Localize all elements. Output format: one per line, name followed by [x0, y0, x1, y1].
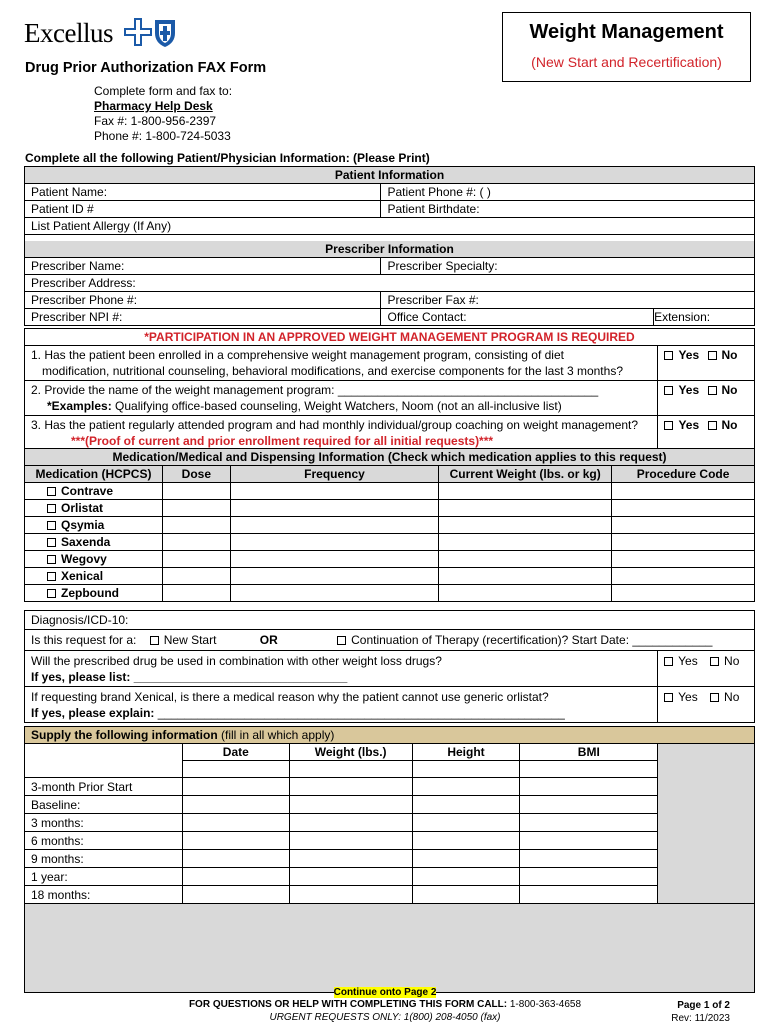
- footer-urgent: URGENT REQUESTS ONLY: 1(800) 208-4050 (fax): [269, 1012, 501, 1023]
- medication-heading: Medication/Medical and Dispensing Information (Check which medication applies to this request): [25, 449, 755, 466]
- frequency-cell[interactable]: [230, 568, 438, 585]
- q1-line2: modification, nutritional counseling, behavioral modifications, and exercise components for the last 3 months?: [42, 364, 623, 378]
- weight-cell[interactable]: [439, 517, 612, 534]
- bcbs-cross-shield-icon: [124, 18, 176, 48]
- date-cell[interactable]: [182, 868, 289, 886]
- extension-field[interactable]: Extension:: [654, 309, 755, 326]
- combo-list-field[interactable]: If yes, please list: ________________________________: [31, 670, 348, 684]
- cell[interactable]: [412, 761, 520, 778]
- request-for-label: Is this request for a:: [31, 633, 137, 647]
- drug-zepbound[interactable]: [25, 585, 163, 602]
- drug-label: Orlistat: [61, 501, 104, 515]
- q3-line1: 3. Has the patient regularly attended program and had monthly individual/group coaching on weight management?: [31, 418, 639, 432]
- program-question-3: [25, 416, 658, 451]
- weight-cell[interactable]: [439, 585, 612, 602]
- yes-label: Yes: [678, 654, 698, 668]
- drug-contrave[interactable]: [25, 483, 163, 500]
- prescriber-address-field[interactable]: Prescriber Address:: [25, 275, 755, 292]
- page-number: Page 1 of 2: [677, 1000, 730, 1011]
- q2-yes-checkbox[interactable]: [664, 386, 673, 395]
- date-cell[interactable]: [182, 886, 289, 904]
- table-row: [25, 886, 755, 904]
- brand-yes-checkbox[interactable]: [664, 693, 673, 702]
- date-cell[interactable]: [182, 850, 289, 868]
- office-contact-field[interactable]: Office Contact:: [381, 309, 654, 326]
- q2-examples-label: *Examples:: [47, 399, 112, 413]
- table-row: [25, 483, 755, 500]
- col-dose: Dose: [162, 466, 230, 483]
- q1-yes-checkbox[interactable]: [664, 351, 673, 360]
- no-label: No: [724, 690, 740, 704]
- drug-label: Saxenda: [61, 535, 111, 549]
- form-main-title: Weight Management: [529, 21, 724, 43]
- cell[interactable]: [289, 761, 412, 778]
- table-row: [25, 850, 755, 868]
- grey-footer-block: [25, 904, 755, 993]
- procedure-cell[interactable]: [612, 534, 755, 551]
- weight-cell[interactable]: [289, 796, 412, 814]
- weight-cell[interactable]: [289, 814, 412, 832]
- height-cell[interactable]: [412, 814, 520, 832]
- frequency-cell[interactable]: [230, 483, 438, 500]
- table-row: [25, 868, 755, 886]
- wegovy-checkbox[interactable]: [47, 555, 56, 564]
- bmi-cell[interactable]: [520, 850, 658, 868]
- brand-yes-no: [658, 687, 755, 723]
- program-question-2: [25, 381, 658, 416]
- combo-yes-checkbox[interactable]: [664, 657, 673, 666]
- cell[interactable]: [520, 761, 658, 778]
- medication-table: [24, 448, 755, 602]
- supply-heading: [25, 727, 755, 744]
- height-cell[interactable]: [412, 796, 520, 814]
- q2-line1[interactable]: 2. Provide the name of the weight management program: _______________________________________: [31, 383, 599, 397]
- instructions: Complete all the following Patient/Physician Information: (Please Print): [25, 151, 430, 165]
- qsymia-checkbox[interactable]: [47, 521, 56, 530]
- row-label: 3-month Prior Start: [25, 778, 183, 796]
- continuation-checkbox[interactable]: [337, 636, 346, 645]
- fax-number: Fax #: 1-800-956-2397: [94, 114, 217, 128]
- col-bmi: BMI: [520, 744, 658, 761]
- no-label: No: [721, 418, 738, 432]
- brand-explain-label: If yes, please explain:: [31, 706, 155, 720]
- blank-header: [25, 744, 183, 761]
- title-box: [502, 12, 751, 82]
- col-procedure-code: Procedure Code: [612, 466, 755, 483]
- yes-label: Yes: [678, 418, 700, 432]
- frequency-cell[interactable]: [230, 551, 438, 568]
- table-row: [25, 551, 755, 568]
- bmi-cell[interactable]: [520, 796, 658, 814]
- zepbound-checkbox[interactable]: [47, 589, 56, 598]
- date-cell[interactable]: [182, 814, 289, 832]
- patient-info-heading: Patient Information: [25, 167, 755, 184]
- yes-label: Yes: [678, 690, 698, 704]
- q3-yes-checkbox[interactable]: [664, 421, 673, 430]
- table-row: [25, 534, 755, 551]
- orlistat-checkbox[interactable]: [47, 504, 56, 513]
- table-row: [25, 778, 755, 796]
- drug-label: Xenical: [61, 569, 104, 583]
- combination-question: [25, 651, 658, 687]
- continuation-label[interactable]: Continuation of Therapy (recertification)? Start Date: ____________: [351, 633, 713, 647]
- yes-label: Yes: [678, 383, 700, 397]
- new-start-checkbox[interactable]: [150, 636, 159, 645]
- weight-cell[interactable]: [289, 886, 412, 904]
- combo-yes-no: [658, 651, 755, 687]
- pharmacy-help-desk: Pharmacy Help Desk: [94, 99, 213, 113]
- revision-date: Rev: 11/2023: [671, 1013, 730, 1024]
- prescriber-specialty-field[interactable]: Prescriber Specialty:: [381, 258, 755, 275]
- prescriber-info-heading: Prescriber Information: [25, 241, 755, 258]
- row-label: 1 year:: [25, 868, 183, 886]
- no-label: No: [721, 348, 738, 362]
- col-date: Date: [182, 744, 289, 761]
- q1-no-checkbox[interactable]: [708, 351, 717, 360]
- drug-xenical[interactable]: [25, 568, 163, 585]
- weight-cell[interactable]: [439, 500, 612, 517]
- new-start-label: New Start: [163, 633, 217, 647]
- xenical-checkbox[interactable]: [47, 572, 56, 581]
- spacer: [25, 761, 183, 778]
- dose-cell[interactable]: [162, 585, 230, 602]
- date-cell[interactable]: [182, 778, 289, 796]
- brand-no-checkbox[interactable]: [710, 693, 719, 702]
- frequency-cell[interactable]: [230, 585, 438, 602]
- bmi-cell[interactable]: [520, 814, 658, 832]
- table-row: [25, 814, 755, 832]
- fax-intro: Complete form and fax to:: [94, 84, 233, 98]
- combo-question-text: Will the prescribed drug be used in combination with other weight loss drugs?: [31, 654, 442, 668]
- no-label: No: [724, 654, 740, 668]
- row-label: Baseline:: [25, 796, 183, 814]
- procedure-cell[interactable]: [612, 551, 755, 568]
- drug-orlistat[interactable]: [25, 500, 163, 517]
- logo-text: Excellus: [24, 18, 113, 48]
- weight-cell[interactable]: [289, 868, 412, 886]
- table-row: [25, 585, 755, 602]
- height-cell[interactable]: [412, 850, 520, 868]
- table-row: [25, 500, 755, 517]
- patient-id-field[interactable]: Patient ID #: [25, 201, 381, 218]
- patient-prescriber-table: [24, 166, 755, 326]
- col-frequency: Frequency: [230, 466, 438, 483]
- date-cell[interactable]: [182, 832, 289, 850]
- drug-label: Contrave: [61, 484, 114, 498]
- dose-cell[interactable]: [162, 483, 230, 500]
- drug-qsymia[interactable]: [25, 517, 163, 534]
- bmi-cell[interactable]: [520, 868, 658, 886]
- q2-examples: Qualifying office-based counseling, Weight Watchers, Noom (not an all-inclusive list): [111, 399, 562, 413]
- bmi-cell[interactable]: [520, 832, 658, 850]
- weight-cell[interactable]: [439, 534, 612, 551]
- patient-allergy-field[interactable]: List Patient Allergy (If Any): [25, 218, 755, 235]
- footer-questions: [0, 999, 770, 1010]
- table-row: [25, 832, 755, 850]
- supply-heading-note: (fill in all which apply): [217, 728, 335, 742]
- brand-question-text: If requesting brand Xenical, is there a medical reason why the patient cannot use generic orlistat?: [31, 690, 549, 704]
- weight-cell[interactable]: [439, 483, 612, 500]
- bmi-cell[interactable]: [520, 886, 658, 904]
- q1-yes-no: [658, 346, 755, 381]
- drug-wegovy[interactable]: [25, 551, 163, 568]
- patient-birthdate-field[interactable]: Patient Birthdate:: [381, 201, 755, 218]
- procedure-cell[interactable]: [612, 585, 755, 602]
- footer-continue: [0, 987, 770, 998]
- program-question-1: [25, 346, 658, 381]
- col-height: Height: [412, 744, 520, 761]
- dose-cell[interactable]: [162, 551, 230, 568]
- combo-no-checkbox[interactable]: [710, 657, 719, 666]
- cell[interactable]: [182, 761, 289, 778]
- table-row: [25, 796, 755, 814]
- grey-filler: [658, 744, 755, 904]
- row-label: 6 months:: [25, 832, 183, 850]
- table-row: [25, 568, 755, 585]
- row-label: 18 months:: [25, 886, 183, 904]
- diagnosis-field[interactable]: Diagnosis/ICD-10:: [25, 611, 755, 630]
- dose-cell[interactable]: [162, 534, 230, 551]
- patient-phone-field[interactable]: Patient Phone #: ( ): [381, 184, 755, 201]
- or-label: OR: [259, 633, 278, 647]
- procedure-cell[interactable]: [612, 517, 755, 534]
- supply-table: [24, 726, 755, 993]
- drug-label: Qsymia: [61, 518, 105, 532]
- weight-cell[interactable]: [439, 568, 612, 585]
- contrave-checkbox[interactable]: [47, 487, 56, 496]
- form-title: Drug Prior Authorization FAX Form: [25, 60, 267, 76]
- questions-label: FOR QUESTIONS OR HELP WITH COMPLETING THIS FORM CALL:: [188, 999, 508, 1010]
- dose-cell[interactable]: [162, 517, 230, 534]
- row-label: 3 months:: [25, 814, 183, 832]
- q2-no-checkbox[interactable]: [708, 386, 717, 395]
- program-requirement-heading: *PARTICIPATION IN AN APPROVED WEIGHT MANAGEMENT PROGRAM IS REQUIRED: [25, 329, 755, 346]
- prescriber-fax-field[interactable]: Prescriber Fax #:: [381, 292, 755, 309]
- q1-line1: 1. Has the patient been enrolled in a comprehensive weight management program, consisting of diet: [31, 348, 564, 362]
- fax-info: [94, 84, 232, 144]
- saxenda-checkbox[interactable]: [47, 538, 56, 547]
- drug-saxenda[interactable]: [25, 534, 163, 551]
- questions-phone: 1-800-363-4658: [507, 999, 582, 1010]
- prescriber-npi-field[interactable]: Prescriber NPI #:: [25, 309, 381, 326]
- bmi-cell[interactable]: [520, 778, 658, 796]
- drug-label: Wegovy: [61, 552, 107, 566]
- weight-cell[interactable]: [289, 832, 412, 850]
- table-row: [25, 517, 755, 534]
- col-current-weight: Current Weight (lbs. or kg): [439, 466, 612, 483]
- col-weight: Weight (lbs.): [289, 744, 412, 761]
- yes-label: Yes: [678, 348, 700, 362]
- procedure-cell[interactable]: [612, 483, 755, 500]
- procedure-cell[interactable]: [612, 500, 755, 517]
- supply-heading-text: Supply the following information: [31, 728, 218, 742]
- date-cell[interactable]: [182, 796, 289, 814]
- q3-yes-no: [658, 416, 755, 451]
- prescriber-name-field[interactable]: Prescriber Name:: [25, 258, 381, 275]
- dose-cell[interactable]: [162, 568, 230, 585]
- col-medication: Medication (HCPCS): [25, 466, 163, 483]
- weight-cell[interactable]: [439, 551, 612, 568]
- prescriber-phone-field[interactable]: Prescriber Phone #:: [25, 292, 381, 309]
- no-label: No: [721, 383, 738, 397]
- height-cell[interactable]: [412, 868, 520, 886]
- frequency-cell[interactable]: [230, 534, 438, 551]
- height-cell[interactable]: [412, 886, 520, 904]
- patient-name-field[interactable]: Patient Name:: [25, 184, 381, 201]
- frequency-cell[interactable]: [230, 517, 438, 534]
- program-table: [24, 328, 755, 451]
- height-cell[interactable]: [412, 832, 520, 850]
- request-details-table: [24, 610, 755, 723]
- drug-label: Zepbound: [61, 586, 119, 600]
- row-label: 9 months:: [25, 850, 183, 868]
- request-type-row: [25, 630, 755, 651]
- weight-cell[interactable]: [289, 850, 412, 868]
- form-subtitle: (New Start and Recertification): [531, 54, 722, 70]
- height-cell[interactable]: [412, 778, 520, 796]
- frequency-cell[interactable]: [230, 500, 438, 517]
- phone-number: Phone #: 1-800-724-5033: [94, 129, 231, 143]
- continue-note: Continue onto Page 2: [333, 987, 437, 998]
- q2-yes-no: [658, 381, 755, 416]
- q3-line2: ***(Proof of current and prior enrollment required for all initial requests)***: [71, 434, 494, 448]
- q3-no-checkbox[interactable]: [708, 421, 717, 430]
- weight-cell[interactable]: [289, 778, 412, 796]
- brand-explain-field[interactable]: _____________________________________________________________: [154, 706, 565, 720]
- brand-xenical-question: [25, 687, 658, 723]
- dose-cell[interactable]: [162, 500, 230, 517]
- procedure-cell[interactable]: [612, 568, 755, 585]
